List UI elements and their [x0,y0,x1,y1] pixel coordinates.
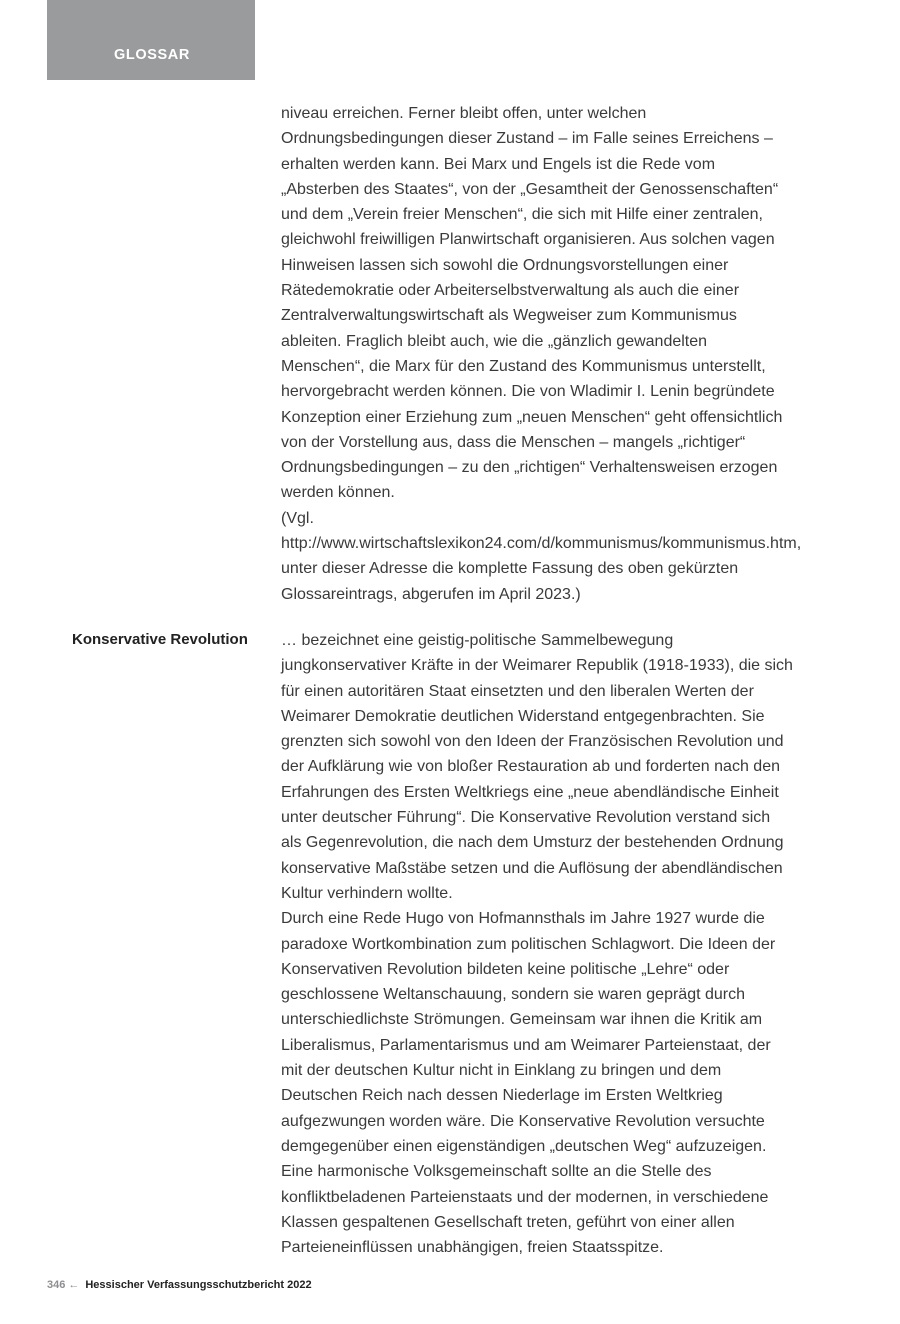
glossary-entry-definition [281,628,795,1260]
entry-paragraph: Durch eine Rede Hugo von Hofmannsthals im Jahre 1927 wurde die paradoxe Wortkombination zum politischen Schlagwort. Die Ideen der Konservativen Revolution bildeten keine politische „Lehre“ oder geschlossene Weltanschauung, sondern sie waren geprägt durch unterschiedlichste Strömungen. Gemeinsam war ihnen die Kritik am Liberalismus, Parlamentarismus und am Weimarer Parteienstaat, der mit der deutschen Kultur nicht in Einklang zu bringen und dem Deutschen Reich nach dessen Niederlage im Ersten Weltkrieg aufgezwungen worden wäre. Die Konservative Revolution versuchte demgegenüber einen eigenständigen „deutschen Weg“ aufzuzeigen. Eine harmonische Volksgemeinschaft sollte an die Stelle des konfliktbeladenen Parteienstaats und der modernen, in verschiedene Klassen gespaltenen Gesellschaft treten, geführt von einer allen Parteieneinflüssen unabhängigen, freien Staatsspitze. [281,910,776,1257]
section-label: GLOSSAR [114,47,190,63]
glossary-term: Konservative Revolution [72,631,248,648]
arrow-left-icon: ← [68,1279,80,1291]
publication-title: Hessischer Verfassungsschutzbericht 2022 [85,1279,312,1291]
section-header-tab [47,0,255,80]
page-number: 346 [47,1279,66,1291]
entry-paragraph: … bezeichnet eine geistig-politische Sammelbewegung jungkonservativer Kräfte in der Weimarer Republik (1918-1933), die sich für einen autoritären Staat einsetzten und den liberalen Werten der Weimarer Demokratie deutlichen Widerstand entgegenbrachten. Sie grenzten sich sowohl von den Ideen der Französischen Revolution und der Aufklärung wie von bloßer Restauration ab und forderten nach den Erfahrungen des Ersten Weltkriegs eine „neue abendländische Einheit unter deutscher Führung“. Die Konservative Revolution verstand sich als Gegenrevolution, die nach dem Umsturz der bestehenden Ordnung konservative Maßstäbe setzen und die Auflösung der abendländischen Kultur verhindern wollte. [281,632,793,902]
source-reference: (Vgl. http://www.wirtschaftslexikon24.com/d/kommunismus/kommunismus.htm, unter dieser Adresse die komplette Fassung des oben gekürzten Glossareintrags, abgerufen im April 2023.) [281,509,802,603]
entry-paragraph: niveau erreichen. Ferner bleibt offen, unter welchen Ordnungsbedingungen dieser Zustand – im Falle seines Erreichens – erhalten werden kann. Bei Marx und Engels ist die Rede vom „Absterben des Staates“, von der „Gesamtheit der Genossenschaften“ und dem „Verein freier Menschen“, die sich mit Hilfe einer zentralen, gleichwohl freiwilligen Planwirtschaft organisieren. Aus solchen vagen Hinweisen lassen sich sowohl die Ordnungsvorstellungen einer Rätedemokratie oder Arbeiterselbstverwaltung als auch die einer Zentralverwaltungswirtschaft als Wegweiser zum Kommunismus ableiten. Fraglich bleibt auch, wie die „gänzlich gewandelten Menschen“, die Marx für den Zustand des Kommunismus unterstellt, hervorgebracht werden können. Die von Wladimir I. Lenin begründete Konzeption einer Erziehung zum „neuen Menschen“ geht offensichtlich von der Vorstellung aus, dass die Menschen – mangels „richtiger“ Ordnungsbedingungen – zu den „richtigen“ Verhaltensweisen erzogen werden können. [281,105,783,502]
glossary-entry-continued [281,101,802,607]
page-footer [47,1279,312,1291]
